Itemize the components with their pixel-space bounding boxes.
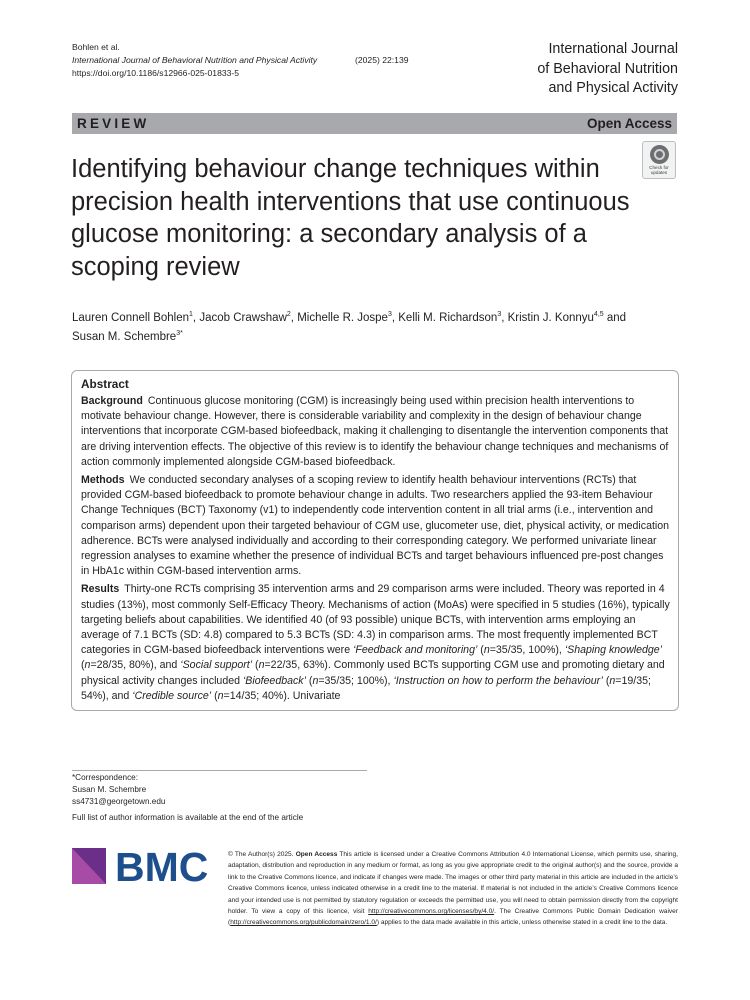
correspondence-email[interactable]: ss4731@georgetown.edu — [72, 796, 166, 806]
public-domain-link[interactable]: http://creativecommons.org/publicdomain/zero/1.0/ — [230, 919, 377, 927]
doi-link[interactable]: https://doi.org/10.1186/s12966-025-01833-5 — [72, 68, 240, 78]
running-author: Bohlen et al. — [72, 42, 120, 52]
abstract-results: Results Thirty-one RCTs comprising 35 intervention arms and 29 comparison arms were included. Theory was reported in 4 studies (13%), most commonly Self-Efficacy Theory. Mechanisms of action (MoAs) were specified in 5 studies (16%), typically targeting beliefs about capabilities. We identified 40 (of 93 possible) unique BCTs, with intervention arms employing an average of 7.1 BCTs (SD: 4.8) compared to 5.3 BCTs (SD: 4.3) in comparison arms. The most frequently implemented BCT categories in CGM-based biofeedback interventions were ‘Feedback and monitoring’ (n=35/35, 100%), ‘Shaping knowledge’ (n=28/35, 80%), and ‘Social support’ (n=22/35, 63%). Commonly used BCTs supporting CGM use and promoting dietary and physical activity changes included ‘Biofeedback’ (n=35/35; 100%), ‘Instruction on how to perform the behaviour’ (n=19/35; 54%), and ‘Credible source’ (n=14/35; 40%). Univariate — [81, 583, 670, 702]
abstract-box — [71, 370, 679, 711]
year-volume: (2025) 22:139 — [355, 55, 409, 65]
author: Susan M. Schembre$^{3*}$ — [72, 330, 183, 343]
abstract-heading: Abstract — [81, 377, 129, 391]
author: Jacob Crawshaw$^2$, — [199, 311, 298, 324]
license-statement: © The Author(s) 2025. Open Access This article is licensed under a Creative Commons Attribution 4.0 International License, which permits use, sharing, adaptation, distribution and reproduction in any medium or format, as long as you give appropriate credit to the original author(s) and the source, provide a link to the Creative Commons licence, and indicate if changes were made. The images or other third party material in this article are included in the article’s Creative Commons licence, unless indicated otherwise in a credit line to the material. If material is not included in the article’s Creative Commons licence and your intended use is not permitted by statutory regulation or exceeds the permitted use, you will need to obtain permission directly from the copyright holder. To view a copy of this licence, visit http://creativecommons.org/licenses/by/4.0/. The Creative Commons Public Domain Dedication waiver (http://creativecommons.org/publicdomain/zero/1.0/) applies to the data made available in this article, unless otherwise stated in a credit line to the data. — [228, 851, 679, 927]
correspondence: *Correspondence: Susan M. Schembre ss4731@georgetown.edu — [72, 773, 166, 806]
journal-citation-row — [72, 54, 409, 67]
article-title: Identifying behaviour change techniques within precision health interventions that use continuous glucose monitoring: a secondary analysis of a scoping review — [71, 155, 630, 281]
open-access-label: Open Access — [586, 116, 672, 131]
article-type-bar — [72, 113, 677, 134]
journal-italic: International Journal of Behavioral Nutrition and Physical Activity — [72, 55, 318, 65]
license-link[interactable]: http://creativecommons.org/licenses/by/4.0/ — [368, 908, 495, 916]
author: Kelli M. Richardson$^3$, — [398, 311, 508, 324]
abstract-background: Background Continuous glucose monitoring (CGM) is increasingly being used within precision health interventions to motivate behaviour change. However, there is considerable variability and complexity in the design of behaviour change interventions that incorporate CGM-based biofeedback, making it challenging to disentangle the intervention components that are driving intervention effects. The objective of this review is to identify the behaviour change techniques and mechanisms of action commonly implemented alongside CGM-based biofeedback. — [81, 395, 669, 468]
check-for-updates-badge[interactable]: Check for updates — [642, 141, 676, 179]
author: Michelle R. Jospe$^3$, — [297, 311, 399, 324]
running-header — [72, 41, 409, 80]
bmc-logo-text: BMC — [115, 848, 209, 884]
crossmark-icon — [650, 145, 669, 164]
footnote-divider — [72, 770, 367, 771]
journal-name: International Journal of Behavioral Nutrition and Physical Activity — [537, 41, 678, 96]
article-type: REVIEW — [77, 116, 150, 131]
author: Lauren Connell Bohlen$^1$, — [72, 311, 200, 324]
author-list — [72, 309, 672, 347]
author-info-note: Full list of author information is available at the end of the article — [72, 813, 304, 822]
author: Kristin J. Konnyu$^{4,5}$ and — [507, 311, 627, 324]
abstract-methods: Methods We conducted secondary analyses of a scoping review to identify health behaviour interventions (RCTs) that provided CGM-based biofeedback to promote behaviour change in adults. Two researchers applied the 93-item Behaviour Change Techniques (BCT) Taxonomy (v1) to independently code intervention content in all trial arms (i.e., intervention and comparison arms) dependent upon their targeted behaviour of CGM use, glucometer use, diet, physical activity, or medication adherence. BCTs were analysed individually and according to their corresponding category. We performed univariate linear regression analyses to examine whether the presence of individual BCTs and target behaviours influenced pre-post changes in HbA1c within CGM-based intervention arms. — [81, 474, 670, 578]
bmc-logo — [72, 848, 212, 884]
